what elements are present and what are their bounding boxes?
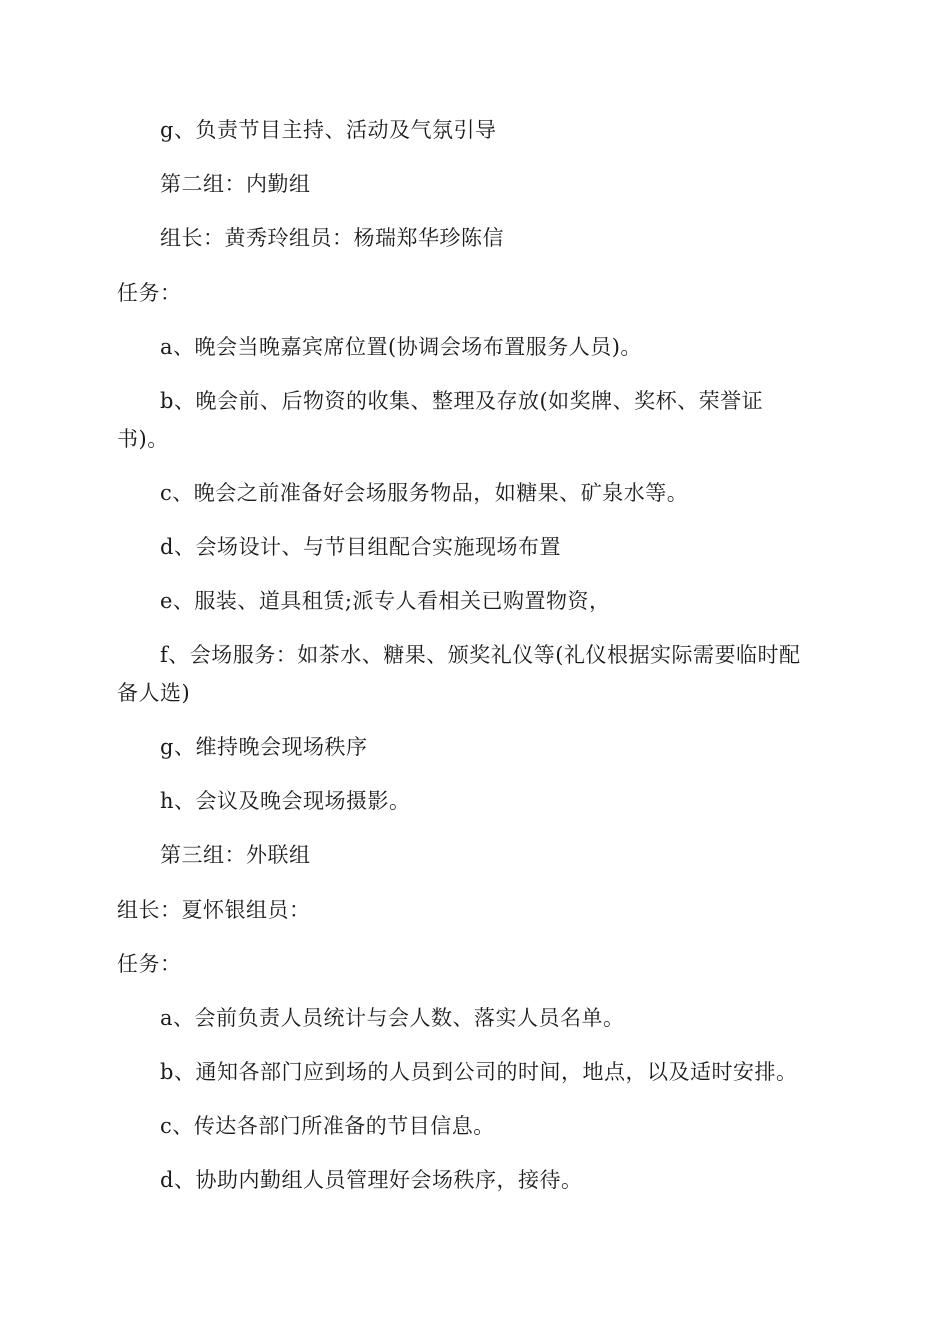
paragraph-line: 任务： (117, 281, 182, 305)
paragraph-line: c、传达各部门所准备的节目信息。 (160, 1114, 495, 1138)
paragraph-line: f、会场服务：如茶水、糖果、颁奖礼仪等(礼仪根据实际需要临时配 (160, 643, 801, 667)
paragraph-line: 书)。 (117, 427, 169, 451)
paragraph-line: g、负责节目主持、活动及气氛引导 (160, 118, 497, 142)
section-heading: 第三组：外联组 (160, 843, 311, 867)
paragraph-line: a、晚会当晚嘉宾席位置(协调会场布置服务人员)。 (160, 335, 642, 359)
paragraph-line: e、服装、道具租赁;派专人看相关已购置物资， (160, 589, 611, 613)
paragraph-line: 任务： (117, 952, 182, 976)
paragraph-line: c、晚会之前准备好会场服务物品，如糖果、矿泉水等。 (160, 481, 689, 505)
paragraph-line: 组长：夏怀银组员： (117, 898, 311, 922)
paragraph-line: h、会议及晚会现场摄影。 (160, 789, 411, 813)
paragraph-line: d、协助内勤组人员管理好会场秩序，接待。 (160, 1168, 583, 1192)
paragraph-line: a、会前负责人员统计与会人数、落实人员名单。 (160, 1006, 625, 1030)
paragraph-line: g、维持晚会现场秩序 (160, 735, 368, 759)
paragraph-line: 备人选) (117, 681, 191, 705)
paragraph-line: d、会场设计、与节目组配合实施现场布置 (160, 535, 561, 559)
paragraph-line: b、晚会前、后物资的收集、整理及存放(如奖牌、奖杯、荣誉证 (160, 389, 764, 413)
section-heading: 第二组：内勤组 (160, 172, 311, 196)
paragraph-line: b、通知各部门应到场的人员到公司的时间，地点，以及适时安排。 (160, 1060, 798, 1084)
paragraph-line: 组长：黄秀玲组员：杨瑞郑华珍陈信 (160, 226, 504, 250)
